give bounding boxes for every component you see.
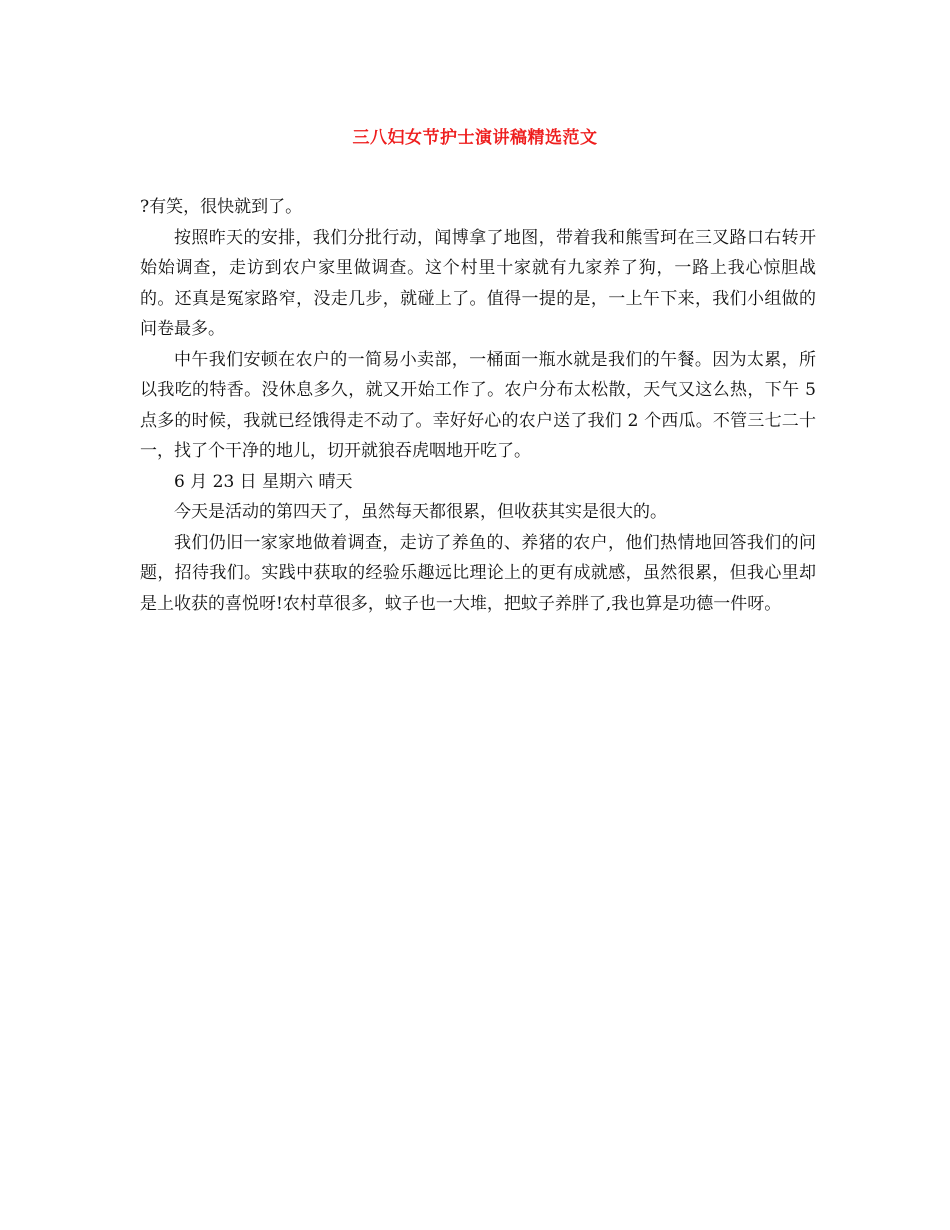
paragraph-2: 按照昨天的安排，我们分批行动，闻博拿了地图，带着我和熊雪珂在三叉路口右转开始始调查，走访到农户家里做调查。这个村里十家就有九家养了狗，一路上我心惊胆战的。还真是冤家路窄，没走几步，就碰上了。值得一提的是，一上午下来，我们小组做的问卷最多。 [140,227,816,339]
paragraph-3: 中午我们安顿在农户的一简易小卖部，一桶面一瓶水就是我们的午餐。因为太累，所以我吃的特香。没休息多久，就又开始工作了。农户分布太松散，天气又这么热，下午 5 点多的时候，我就已经饿得走不动了。幸好好心的农户送了我们 2 个西瓜。不管三七二十一，找了个干净的地儿，切开就狼吞虎咽地开吃了。 [140,349,816,461]
document-body [140,192,816,619]
paragraph-4: 今天是活动的第四天了，虽然每天都很累，但收获其实是很大的。 [174,502,667,522]
paragraph-5: 我们仍旧一家家地做着调查，走访了养鱼的、养猪的农户，他们热情地回答我们的问题，招待我们。实践中获取的经验乐趣远比理论上的更有成就感，虽然很累，但我心里却是上收获的喜悦呀!农村草很多，蚊子也一大堆，把蚊子养胖了,我也算是功德一件呀。 [140,532,816,614]
document-title: 三八妇女节护士演讲稿精选范文 [352,128,598,148]
date-line: 6 月 23 日 星期六 晴天 [174,471,353,492]
paragraph-1: ?有笑，很快就到了。 [140,197,303,217]
